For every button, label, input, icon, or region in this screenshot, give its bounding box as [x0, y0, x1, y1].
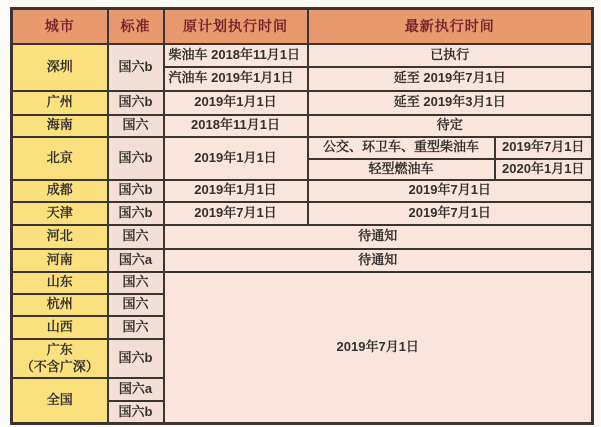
row-henan	[12, 249, 593, 272]
cell-guangdong-city	[12, 339, 108, 378]
cell-guangzhou-latest: 延至 2019年3月1日	[308, 91, 593, 115]
cell-national-city: 全国	[12, 378, 108, 424]
cell-hainan-planned: 2018年11月1日	[164, 115, 308, 137]
row-hebei	[12, 225, 593, 249]
cell-shandong-standard: 国六	[108, 272, 164, 294]
row-beijing-heavy	[12, 137, 593, 159]
cell-hainan-city: 海南	[12, 115, 108, 137]
cell-guangzhou-standard: 国六b	[108, 91, 164, 115]
header-cell-standard: 标准	[108, 9, 164, 44]
guangdong-city-line2: （不含广深）	[20, 359, 99, 374]
guangdong-city-line1: 广东	[46, 342, 73, 357]
cell-hebei-latest: 待通知	[164, 225, 593, 249]
cell-beijing-light-vehicles: 轻型燃油车	[308, 159, 495, 180]
row-hainan	[12, 115, 593, 137]
cell-shenzhen-gasoline-planned: 汽油车 2019年1月1日	[164, 67, 308, 91]
cell-hangzhou-standard: 国六	[108, 294, 164, 316]
header-row	[12, 9, 593, 44]
cell-guangzhou-city: 广州	[12, 91, 108, 115]
cell-guangdong-standard: 国六b	[108, 339, 164, 378]
cell-chengdu-standard: 国六b	[108, 180, 164, 202]
cell-guangzhou-planned: 2019年1月1日	[164, 91, 308, 115]
cell-beijing-city: 北京	[12, 137, 108, 180]
cell-shanxi-standard: 国六	[108, 316, 164, 339]
cell-shenzhen-gasoline-latest: 延至 2019年7月1日	[308, 67, 593, 91]
cell-beijing-light-latest: 2020年1月1日	[495, 159, 593, 180]
cell-national-standard-a: 国六a	[108, 378, 164, 401]
cell-henan-standard: 国六a	[108, 249, 164, 272]
row-shandong	[12, 272, 593, 294]
cell-shenzhen-standard: 国六b	[108, 44, 164, 91]
cell-beijing-planned: 2019年1月1日	[164, 137, 308, 180]
row-tianjin	[12, 202, 593, 225]
row-chengdu	[12, 180, 593, 202]
cell-shandong-city: 山东	[12, 272, 108, 294]
cell-shenzhen-diesel-latest: 已执行	[308, 44, 593, 67]
cell-shenzhen-diesel-planned: 柴油车 2018年11月1日	[164, 44, 308, 67]
cell-beijing-heavy-latest: 2019年7月1日	[495, 137, 593, 159]
cell-henan-city: 河南	[12, 249, 108, 272]
cell-shenzhen-city: 深圳	[12, 44, 108, 91]
cell-tianjin-latest: 2019年7月1日	[308, 202, 593, 225]
header-cell-city: 城市	[12, 9, 108, 44]
cell-beijing-standard: 国六b	[108, 137, 164, 180]
cell-group-latest: 2019年7月1日	[164, 272, 593, 424]
cell-hebei-city: 河北	[12, 225, 108, 249]
cell-henan-latest: 待通知	[164, 249, 593, 272]
row-guangzhou	[12, 91, 593, 115]
cell-chengdu-city: 成都	[12, 180, 108, 202]
cell-hainan-latest: 待定	[308, 115, 593, 137]
cell-beijing-heavy-vehicles: 公交、环卫车、重型柴油车	[308, 137, 495, 159]
cell-hangzhou-city: 杭州	[12, 294, 108, 316]
cell-tianjin-city: 天津	[12, 202, 108, 225]
cell-shanxi-city: 山西	[12, 316, 108, 339]
cell-hebei-standard: 国六	[108, 225, 164, 249]
emission-schedule-table	[10, 7, 594, 425]
cell-hainan-standard: 国六	[108, 115, 164, 137]
cell-national-standard-b: 国六b	[108, 401, 164, 424]
cell-chengdu-latest: 2019年7月1日	[308, 180, 593, 202]
row-shenzhen-diesel	[12, 44, 593, 67]
cell-tianjin-planned: 2019年7月1日	[164, 202, 308, 225]
header-cell-latest-date: 最新执行时间	[308, 9, 593, 44]
emission-schedule-table-wrap	[10, 7, 594, 425]
header-cell-planned-date: 原计划执行时间	[164, 9, 308, 44]
cell-tianjin-standard: 国六b	[108, 202, 164, 225]
cell-chengdu-planned: 2019年1月1日	[164, 180, 308, 202]
